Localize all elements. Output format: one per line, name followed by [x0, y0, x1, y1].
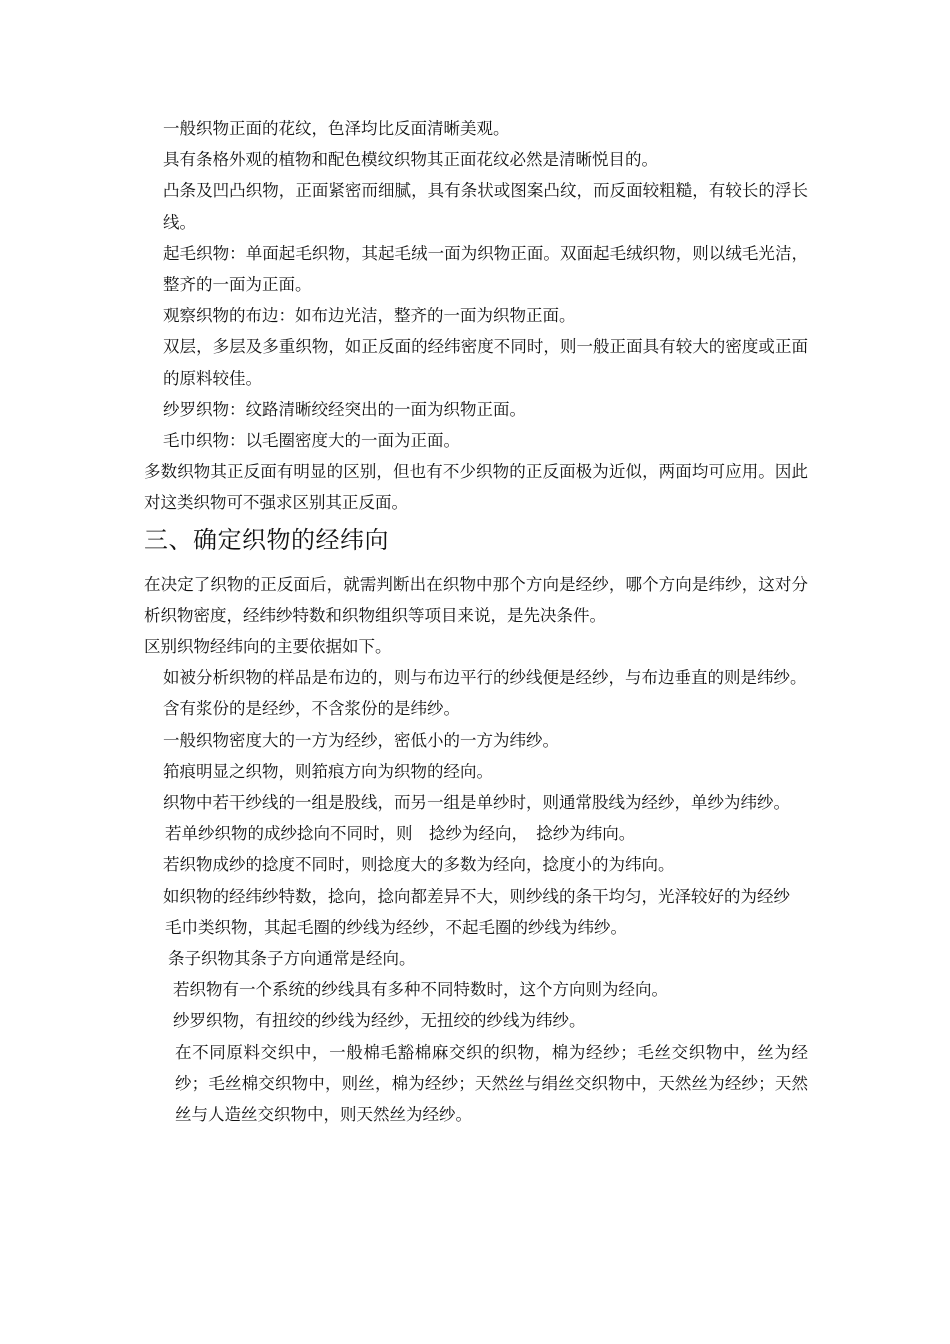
paragraph: 在不同原料交织中，一般棉毛豁棉麻交织的织物，棉为经纱；毛丝交织物中，丝为经纱；毛丝棉交织物中，则丝，棉为经纱；天然丝与绢丝交织物中，天然丝为经纱；天然丝与人造丝交织物中，则天然丝为经纱。: [175, 1042, 808, 1125]
section-heading: 三、确定织物的经纬向: [144, 525, 389, 554]
paragraph: 毛巾类织物，其起毛圈的纱线为经纱，不起毛圈的纱线为纬纱。: [165, 917, 627, 937]
paragraph: 若织物成纱的捻度不同时，则捻度大的多数为经向，捻度小的为纬向。: [163, 855, 675, 875]
paragraph: 若单纱织物的成纱捻向不同时，则 捻纱为经向， 捻纱为纬向。: [165, 824, 636, 844]
paragraph: 起毛织物：单面起毛织物，其起毛绒一面为织物正面。双面起毛绒织物，则以绒毛光洁，整齐的一面为正面。: [163, 243, 808, 295]
paragraph: 双层，多层及多重织物，如正反面的经纬密度不同时，则一般正面具有较大的密度或正面的原料较佳。: [163, 337, 808, 388]
paragraph: 若织物有一个系统的纱线具有多种不同特数时，这个方向则为经向。: [173, 980, 668, 1000]
paragraph: 在决定了织物的正反面后，就需判断出在织物中那个方向是经纱，哪个方向是纬纱，这对分析织物密度，经纬纱特数和织物组织等项目来说，是先决条件。: [144, 574, 808, 625]
paragraph: 纱罗织物：纹路清晰绞经突出的一面为织物正面。: [163, 399, 526, 419]
paragraph: 筘痕明显之织物，则筘痕方向为织物的经向。: [163, 761, 493, 781]
paragraph: 区别织物经纬向的主要依据如下。: [144, 637, 392, 657]
paragraph: 一般织物正面的花纹，色泽均比反面清晰美观。: [163, 119, 510, 138]
paragraph: 如织物的经纬纱特数，捻向，捻向都差异不大，则纱线的条干均匀，光泽较好的为经纱: [163, 886, 790, 906]
paragraph: 凸条及凹凸织物，正面紧密而细腻，具有条状或图案凸纹，而反面较粗糙，有较长的浮长线。: [163, 181, 808, 232]
paragraph: 织物中若干纱线的一组是股线，而另一组是单纱时，则通常股线为经纱，单纱为纬纱。: [163, 793, 790, 813]
paragraph: 如被分析织物的样品是布边的，则与布边平行的纱线便是经纱，与布边垂直的则是纬纱。: [163, 668, 807, 688]
paragraph: 多数织物其正反面有明显的区别，但也有不少织物的正反面极为近似，两面均可应用。因此对这类织物可不强求区别其正反面。: [144, 462, 808, 513]
paragraph: 含有浆份的是经纱，不含浆份的是纬纱。: [163, 699, 460, 719]
paragraph: 纱罗织物，有扭绞的纱线为经纱，无扭绞的纱线为纬纱。: [173, 1011, 586, 1031]
paragraph: 观察织物的布边：如布边光洁，整齐的一面为织物正面。: [163, 306, 576, 326]
paragraph: 毛巾织物：以毛圈密度大的一面为正面。: [163, 431, 460, 451]
paragraph: 具有条格外观的植物和配色模纹织物其正面花纹必然是清晰悦目的。: [163, 150, 658, 170]
paragraph: 条子织物其条子方向通常是经向。: [168, 949, 416, 969]
document-body: [144, 113, 808, 1130]
paragraph: 一般织物密度大的一方为经纱，密低小的一方为纬纱。: [163, 730, 559, 750]
